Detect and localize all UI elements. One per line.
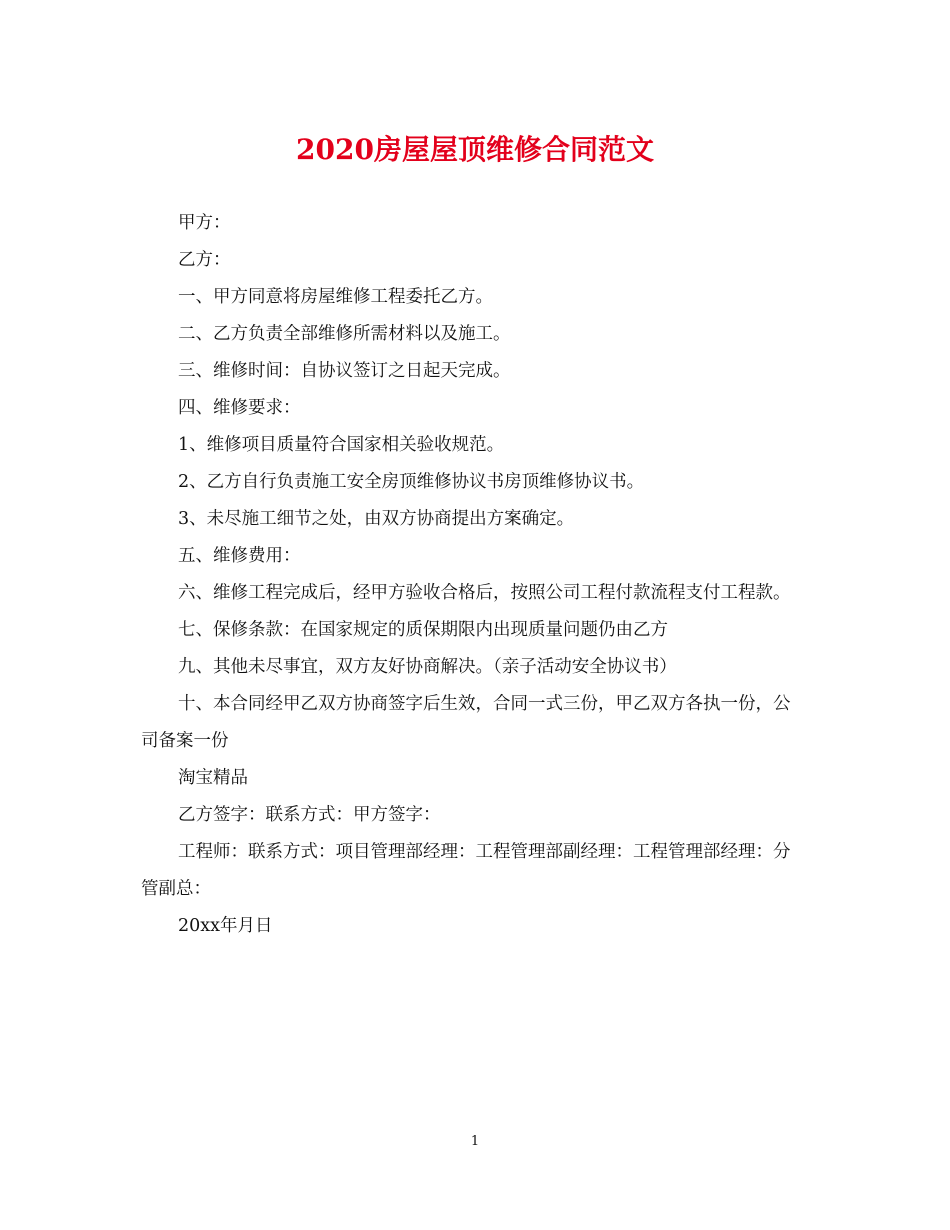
paragraph-requirement-1: 1、维修项目质量符合国家相关验收规范。 — [178, 435, 505, 455]
paragraph-clause-7: 七、保修条款：在国家规定的质保期限内出现质量问题仍由乙方 — [178, 620, 668, 640]
paragraph-approvers: 工程师：联系方式：项目管理部经理：工程管理部副经理：工程管理部经理：分管副总： — [141, 842, 791, 899]
paragraph-party-b: 乙方： — [178, 250, 231, 270]
paragraph-signatures: 乙方签字：联系方式：甲方签字： — [178, 805, 441, 825]
paragraph-clause-9: 九、其他未尽事宜，双方友好协商解决。（亲子活动安全协议书） — [178, 657, 677, 677]
paragraph-date: 20xx年月日 — [178, 916, 273, 936]
paragraph-requirement-3: 3、未尽施工细节之处，由双方协商提出方案确定。 — [178, 509, 575, 529]
document-body — [141, 205, 806, 945]
paragraph-clause-2: 二、乙方负责全部维修所需材料以及施工。 — [178, 324, 511, 344]
paragraph-note: 淘宝精品 — [178, 768, 248, 788]
page-number: 1 — [470, 1134, 480, 1149]
paragraph-clause-5: 五、维修费用： — [178, 546, 301, 566]
document-title: 2020房屋屋顶维修合同范文 — [296, 133, 654, 166]
paragraph-clause-6: 六、维修工程完成后，经甲方验收合格后，按照公司工程付款流程支付工程款。 — [178, 583, 791, 603]
paragraph-clause-1: 一、甲方同意将房屋维修工程委托乙方。 — [178, 287, 493, 307]
paragraph-requirement-2: 2、乙方自行负责施工安全房顶维修协议书房顶维修协议书。 — [178, 472, 645, 492]
paragraph-party-a: 甲方： — [178, 213, 231, 233]
paragraph-clause-10: 十、本合同经甲乙双方协商签字后生效，合同一式三份，甲乙双方各执一份，公司备案一份 — [141, 694, 791, 751]
paragraph-clause-3: 三、维修时间：自协议签订之日起天完成。 — [178, 361, 511, 381]
paragraph-clause-4: 四、维修要求： — [178, 398, 301, 418]
